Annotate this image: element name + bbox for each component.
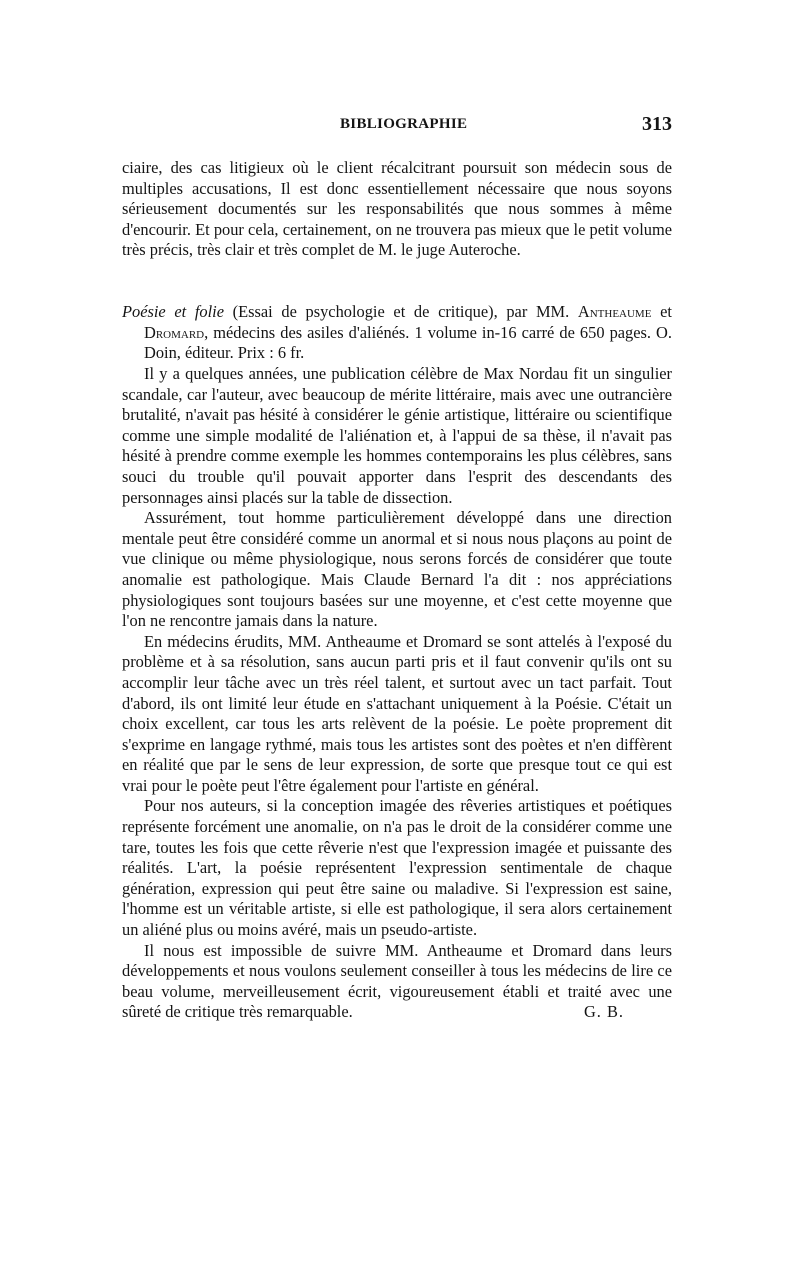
reviewer-signature: G. B.	[583, 1002, 624, 1021]
author-conjunction: et	[660, 302, 672, 321]
book-details: , médecins des asiles d'aliénés. 1 volume in-16 carré de 650 pages. O. Doin, éditeur. Prix : 6 fr.	[144, 322, 672, 363]
previous-review-ending	[122, 158, 672, 261]
section-title: BIBLIOGRAPHIE	[340, 116, 468, 132]
review-body	[122, 364, 672, 1023]
entry-citation	[122, 302, 672, 364]
book-title: Poésie et folie	[122, 302, 224, 321]
page-number: 313	[642, 113, 672, 135]
paragraph-conclusion: Il nous est impossible de suivre MM. Antheaume et Dromard dans leurs développements et nous voulons seulement conseiller à tous les médecins de lire ce beau volume, merveilleusement écrit, vigoureusement établi et traité avec une sûreté de critique très remarquable.	[122, 940, 672, 1022]
review-continuation-paragraph: ciaire, des cas litigieux où le client récalcitrant poursuit son médecin sous de multiples accusations, Il est donc essentiellement nécessaire que nous soyons sérieusement documentés sur les responsabilités que nous sommes à même d'encourir. Et pour cela, certainement, on ne trouvera pas mieux que le petit volume très précis, très clair et très complet de M. le juge Auteroche.	[122, 158, 672, 260]
paragraph-nordau: Il y a quelques années, une publication célèbre de Max Nordau fit un singulier scandale, car l'auteur, avec beaucoup de mérite littéraire, mais avec une outrancière brutalité, n'avait pas hésité à considérer le génie artistique, littéraire ou scientifique comme une simple modalité de l'aliénation et, à l'appui de sa thèse, il n'avait pas hésité à prendre comme exemple les hommes contemporains les plus célèbres, sans souci du trouble qu'il pouvait apporter dans l'esprit des descendants des personnages ainsi placés sur la table de dissection.	[122, 364, 672, 507]
running-head	[122, 113, 672, 140]
author-dromard: Dromard	[144, 322, 205, 342]
author-antheaume: Antheaume	[577, 302, 652, 321]
paragraph-medecins-erudits: En médecins érudits, MM. Antheaume et Dromard se sont attelés à l'exposé du problème et à sa résolution, sans aucun parti pris et il faut convenir qu'ils ont su accomplir leur tâche avec un très réel talent, et surtout avec un tact parfait. Tout d'abord, ils ont limité leur étude en s'attachant uniquement à la Poésie. C'était un choix excellent, car tous les arts relèvent de la poésie. Le poète proprement dit s'exprime en langage rythmé, mais tous les artistes sont des poètes et n'en diffèrent en réalité que par le sens de leur expression, de sorte que presque tout ce qui est vrai pour le poète peut l'être également pour l'artiste en général.	[122, 631, 672, 795]
paragraph-conception-imagee: Pour nos auteurs, si la conception imagée des rêveries artistiques et poétiques représente forcément une anomalie, on n'a pas le droit de la considérer comme une tare, toutes les fois que cette rêverie n'est que l'expression imagée et puissante des réalités. L'art, la poésie représentent l'expression sentimentale de chaque génération, expression qui peut être saine ou maladive. Si l'expression est saine, l'homme est un véritable artiste, si elle est pathologique, il sera alors certainement un aliéné plus ou moins avéré, mais un pseudo-artiste.	[122, 796, 672, 940]
book-subtitle: (Essai de psychologie et de critique), par MM.	[232, 302, 570, 321]
bibliographic-entry	[122, 302, 672, 364]
paragraph-anomalie: Assurément, tout homme particulièrement développé dans une direction mentale peut être considéré comme un anormal et si nous nous plaçons au point de vue clinique ou même physiologique, nous serons forcés de considérer que toute anomalie est pathologique. Mais Claude Bernard l'a dit : nos appréciations physiologiques sont toujours basées sur une moyenne, et c'est cette moyenne que l'on ne rencontre jamais dans la nature.	[122, 508, 672, 631]
